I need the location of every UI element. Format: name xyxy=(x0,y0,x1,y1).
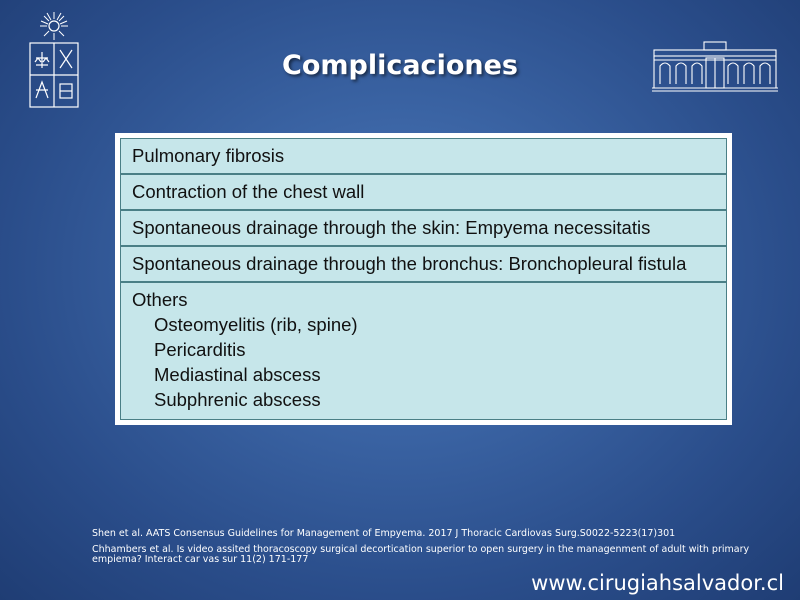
others-label: Others xyxy=(132,289,188,310)
complications-table-body xyxy=(120,138,727,420)
list-item: Pericarditis xyxy=(154,339,246,360)
list-item: Osteomyelitis (rib, spine) xyxy=(154,314,358,335)
reference-citation: Chhambers et al. Is video assited thoracoscopy surgical decortication superior to open surgery in the managenment of adult with primary empiema? Interact car vas sur 11(2) 171-177 xyxy=(92,544,750,565)
list-item: Subphrenic abscess xyxy=(154,389,321,410)
table-row: Pulmonary fibrosis xyxy=(121,139,726,175)
complications-table xyxy=(115,133,732,425)
list-item: Mediastinal abscess xyxy=(154,364,321,385)
table-row: Spontaneous drainage through the skin: Empyema necessitatis xyxy=(121,211,726,247)
table-row: Spontaneous drainage through the bronchus: Bronchopleural fistula xyxy=(121,247,726,283)
table-row: Contraction of the chest wall xyxy=(121,175,726,211)
website-url: www.cirugiahsalvador.cl xyxy=(531,571,784,595)
slide-title: Complicaciones xyxy=(282,50,518,81)
table-row-others xyxy=(121,283,726,419)
reference-citation: Shen et al. AATS Consensus Guidelines for Management of Empyema. 2017 J Thoracic Cardiovas Surg.S0022-5223(17)301 xyxy=(92,528,676,539)
